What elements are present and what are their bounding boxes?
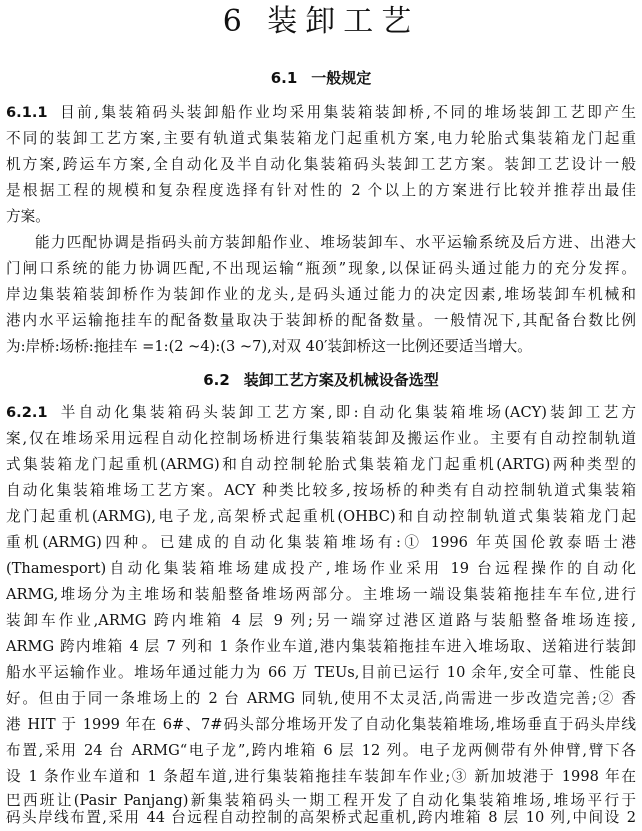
text-line: 船水平运输作业。堆场年通过能力为 66 万 TEUs,目前已运行 10 余年,安全可靠、性能良 xyxy=(6,664,636,681)
text-line: 案,仅在堆场采用远程自动化控制场桥进行集装箱装卸及搬运作业。主要有自动控制轨道 xyxy=(6,430,636,447)
section-number: 6.1 xyxy=(270,69,298,87)
text-line: 好。但由于同一条堆场上的 2 台 ARMG 同轨,使用不太灵活,尚需进一步改造完善;② 香 xyxy=(6,690,636,707)
text-line: ARMG,堆场分为主堆场和装船整备堆场两部分。主堆场一端设集装箱拖挂车车位,进行 xyxy=(6,586,636,603)
text-line: ARMG 跨内堆箱 4 层 7 列和 1 条作业车道,港内集装箱拖挂车进入堆场取、送箱进行装卸 xyxy=(6,638,636,655)
section-title: 装卸工艺方案及机械设备选型 xyxy=(243,371,439,389)
text-line: 装卸车作业,ARMG 跨内堆箱 4 层 9 列;另一端穿过港区道路与装船整备堆场连接, xyxy=(6,612,636,629)
section-heading-6-2 xyxy=(0,368,642,392)
text-line: 码头岸线布置,采用 44 台远程自动控制的高架桥式起重机,跨内堆箱 8 层 10 列,中间设 2 xyxy=(6,809,636,826)
text-line: 港内水平运输拖挂车的配备数量取决于装卸桥的配备数量。一般情况下,其配备台数比例 xyxy=(6,312,636,329)
text-line: 为:岸桥:场桥:拖挂车 =1:(2 ~4):(3 ~7),对双 40′装卸桥这一比例还要适当增大。 xyxy=(6,338,532,355)
text-line: 6.2.1 半自动化集装箱码头装卸工艺方案,即:自动化集装箱堆场(ACY)装卸工艺方 xyxy=(6,404,636,421)
text-line: 岸边集装箱装卸桥作为装卸作业的龙头,是码头通过能力的决定因素,堆场装卸车机械和 xyxy=(6,286,636,303)
text-line: 港 HIT 于 1999 年在 6#、7#码头部分堆场开发了自动化集装箱堆场,堆场垂直于码头岸线 xyxy=(6,716,636,733)
section-heading-6-1 xyxy=(0,66,642,90)
section-number: 6.2 xyxy=(203,371,230,389)
text-line: 自动化集装箱堆场工艺方案。ACY 种类比较多,按场桥的种类有自动控制轨道式集装箱 xyxy=(6,482,636,499)
text-line: 方案。 xyxy=(6,208,50,225)
clause-number: 6.1.1 xyxy=(6,104,48,121)
text-line: 不同的装卸工艺方案,主要有轨道式集装箱龙门起重机方案,电力轮胎式集装箱龙门起重 xyxy=(6,130,636,147)
text-line: 巴西班让(Pasir Panjang)新集装箱码头一期工程开发了自动化集装箱堆场,堆场平行于 xyxy=(6,792,636,809)
text-line: 设 1 条作业车道和 1 条超车道,进行集装箱拖挂车装卸车作业;③ 新加坡港于 1998 年在 xyxy=(6,768,636,785)
section-title: 一般规定 xyxy=(311,69,372,87)
text-line: 能力匹配协调是指码头前方装卸船作业、堆场装卸车、水平运输系统及后方进、出港大 xyxy=(35,234,636,251)
chapter-title: 6 装卸工艺 xyxy=(222,4,420,39)
text-line: 是根据工程的规模和复杂程度选择有针对性的 2 个以上的方案进行比较并推荐出最佳 xyxy=(6,182,636,199)
text-line: 式集装箱龙门起重机(ARMG)和自动控制轮胎式集装箱龙门起重机(ARTG)两种类型的 xyxy=(6,456,636,473)
text-line: 重机(ARMG)四种。已建成的自动化集装箱堆场有:① 1996 年英国伦敦泰晤士港 xyxy=(6,534,636,551)
text-line: 6.1.1 目前,集装箱码头装卸船作业均采用集装箱装卸桥,不同的堆场装卸工艺即产生 xyxy=(6,104,636,121)
text-line: (Thamesport)自动化集装箱堆场建成投产,堆场作业采用 19 台远程操作的自动化 xyxy=(6,560,636,577)
text-line: 门闸口系统的能力协调匹配,不出现运输“瓶颈”现象,以保证码头通过能力的充分发挥。 xyxy=(6,260,636,277)
text-line: 龙门起重机(ARMG),电子龙,高架桥式起重机(OHBC)和自动控制轨道式集装箱龙门起 xyxy=(6,508,636,525)
clause-number: 6.2.1 xyxy=(6,404,48,421)
text-line: 布置,采用 24 台 ARMG“电子龙”,跨内堆箱 6 层 12 列。电子龙两侧带有外伸臂,臂下各 xyxy=(6,742,636,759)
text-line: 机方案,跨运车方案,全自动化及半自动化集装箱码头装卸工艺方案。装卸工艺设计一般 xyxy=(6,156,636,173)
